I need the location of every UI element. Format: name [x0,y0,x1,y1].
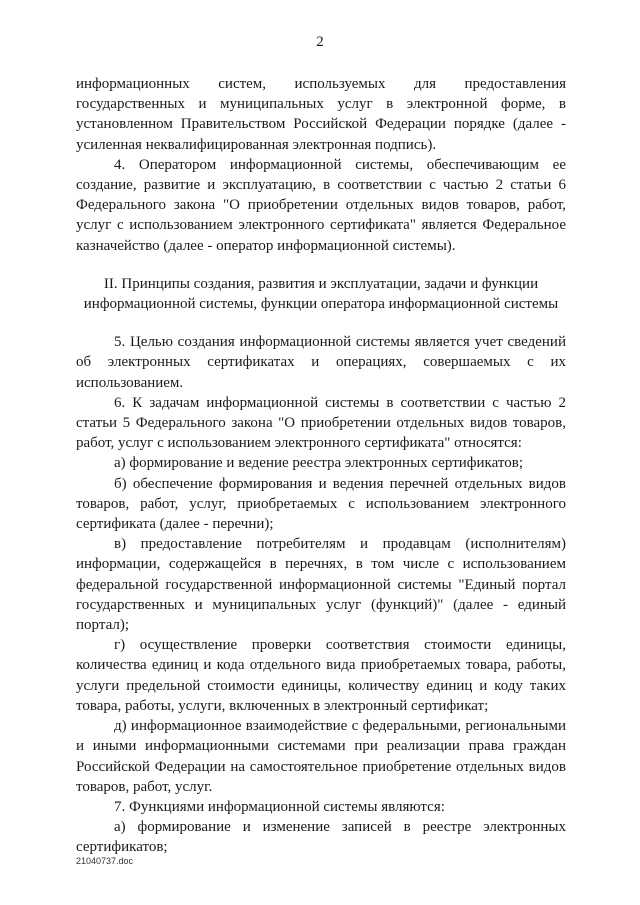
page-number: 2 [316,34,324,50]
paragraph-6a: а) формирование и ведение реестра электронных сертификатов; [114,455,523,472]
paragraph-5-purpose: 5. Целью создания информационной системы является учет сведений об электронных сертификатах и операциях, совершаемых с их использованием. [76,334,566,391]
paragraph-6d: г) осуществление проверки соответствия стоимости единицы, количества единиц и кода отдельного вида приобретаемых товара, работы, услуги предельной стоимости единицы, количеству единиц и коду таких товара, работы, услуги, включенных в электронный сертификат; [76,637,566,714]
paragraph-6-tasks: 6. К задачам информационной системы в соответствии с частью 2 статьи 5 Федерального закона "О приобретении отдельных видов товаров, работ, услуг с использованием электронного сертификата" относятся: [76,394,566,452]
document-filename: 21040737.doc [76,856,134,866]
paragraph-4-operator: 4. Оператором информационной системы, обеспечивающим ее создание, развитие и эксплуатацию, в соответствии с частью 2 статьи 6 Федерального закона "О приобретении отдельных видов товаров, работ, услуг с использованием электронного сертификата" является Федеральное казначейство (далее - оператор информационной системы). [76,156,566,254]
section-heading-ii: II. Принципы создания, развития и эксплуатации, задачи и функции информационной системы, функции оператора информационной системы [83,275,559,313]
paragraph-6b: б) обеспечение формирования и ведения перечней отдельных видов товаров, работ, услуг, приобретаемых с использованием электронного сертификата (далее - перечни); [76,475,566,533]
paragraph-7a: а) формирование и изменение записей в реестре электронных сертификатов; [76,819,566,856]
paragraph-continuation: информационных систем, используемых для предоставления государственных и муниципальных услуг в электронной форме, в установленном Правительством Российской Федерации порядке (далее - усиленная неквалифицированная электронная подпись). [76,76,566,153]
paragraph-6c: в) предоставление потребителям и продавцам (исполнителям) информации, содержащейся в перечнях, в том числе с использованием федеральной государственной информационной системы "Единый портал государственных и муниципальных услуг (функций)" (далее - единый портал); [76,536,566,634]
document-body [76,74,566,858]
paragraph-7-functions: 7. Функциями информационной системы являются: [114,798,445,815]
paragraph-6e: д) информационное взаимодействие с федеральными, региональными и иными информационными системами при реализации права граждан Российской Федерации на самостоятельное приобретение отдельных видов товаров, работ, услуг. [76,718,566,795]
